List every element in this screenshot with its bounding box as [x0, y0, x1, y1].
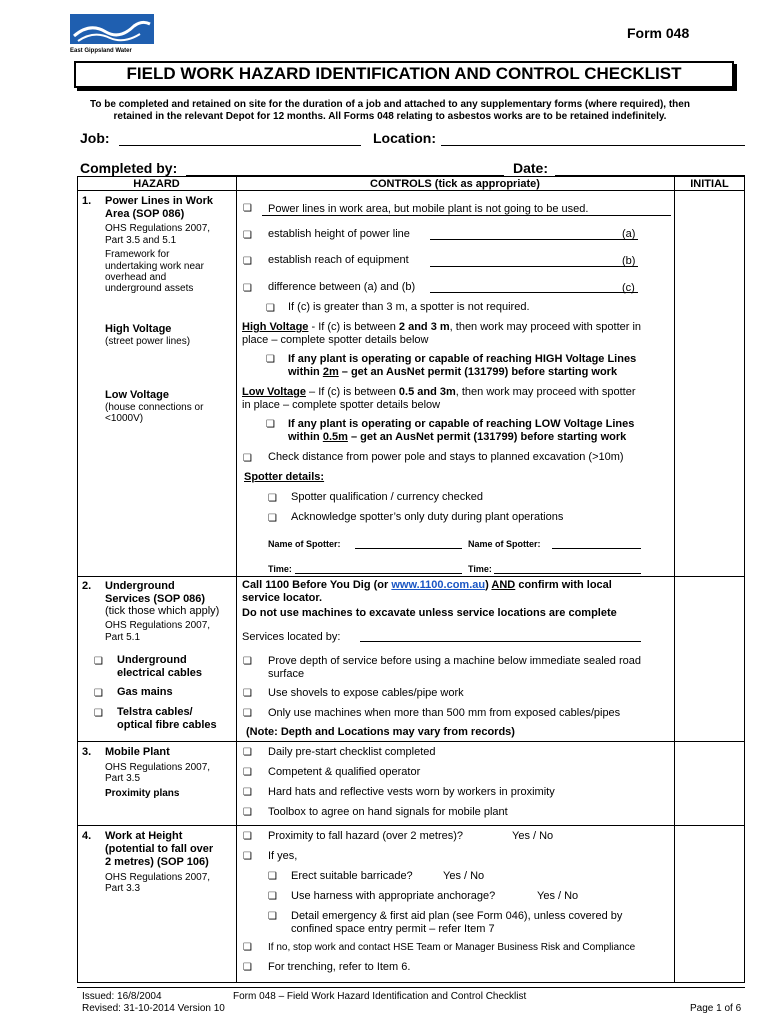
- s2-note: (Note: Depth and Locations may vary from records): [246, 726, 515, 738]
- s2-title-2: Services (SOP 086): [105, 593, 206, 605]
- s1-spotter-2: Acknowledge spotter’s only duty during plant operations: [291, 511, 564, 523]
- s2-hazard-1b: electrical cables: [117, 667, 203, 679]
- s4-control-1-yn[interactable]: Yes / No: [512, 830, 554, 842]
- s1-lv-check-2a: within: [288, 431, 323, 443]
- s3-control-4: Toolbox to agree on hand signals for mobile plant: [268, 806, 508, 818]
- s2-call-a: Call 1100 Before You Dig (or: [242, 579, 392, 591]
- s1-lv-text-b: 0.5 and 3m: [398, 386, 456, 398]
- s1-spotter-name-1-field[interactable]: [355, 548, 462, 549]
- checkbox[interactable]: ❏: [243, 230, 252, 241]
- s1-time-1-label: Time:: [268, 564, 292, 574]
- checkbox[interactable]: ❏: [243, 767, 252, 778]
- s1-hv-text-c: , then work may proceed with spotter in: [449, 321, 642, 333]
- footer-revised: Revised: 31-10-2014 Version 10: [82, 1003, 225, 1014]
- s4-title-1: Work at Height: [105, 830, 183, 842]
- s2-title-1: Underground: [105, 580, 175, 592]
- checkbox[interactable]: ❏: [243, 831, 252, 842]
- checkbox[interactable]: ❏: [243, 283, 252, 294]
- s4-control-5b: confined space entry permit – refer Item 7: [291, 923, 495, 935]
- s1-lv-text-c: , then work may proceed with spotter: [455, 386, 636, 398]
- s2-hazard-3a: Telstra cables/: [117, 706, 193, 718]
- s2-located-by-label: Services located by:: [242, 631, 341, 643]
- s4-control-3: Erect suitable barricade?: [291, 870, 413, 882]
- s3-control-1: Daily pre-start checklist completed: [268, 746, 436, 758]
- s4-title-2: (potential to fall over: [105, 843, 214, 855]
- footer-issued: Issued: 16/8/2004: [82, 991, 162, 1002]
- s3-ref-2: Part 3.5: [105, 773, 141, 784]
- s1-hv-text-b: 2 and 3 m: [398, 321, 450, 333]
- s1-control-pole: Check distance from power pole and stays to planned excavation (>10m): [268, 451, 624, 463]
- checkbox[interactable]: ❏: [243, 453, 252, 464]
- job-label: Job:: [80, 130, 110, 146]
- s1-control-3: establish reach of equipment: [268, 254, 409, 266]
- s1-control-2-tag: (a): [622, 228, 636, 240]
- s1-lv-check-2b: 0.5m: [322, 431, 348, 443]
- s1-time-2-label: Time:: [468, 564, 492, 574]
- s1-control-1: Power lines in work area, but mobile plant is not going to be used.: [268, 203, 589, 215]
- checkbox[interactable]: ❏: [243, 851, 252, 862]
- s2-hazard-1a: Underground: [117, 654, 187, 666]
- s1-hv-check-2b: 2m: [322, 366, 339, 378]
- s1-ref-3: Framework for: [105, 249, 170, 260]
- s1-hv-control: [242, 321, 641, 333]
- s1-spotter-title: Spotter details:: [244, 471, 325, 483]
- s3-ref-1: OHS Regulations 2007,: [105, 762, 211, 773]
- s2-title-3: (tick those which apply): [105, 605, 220, 617]
- s4-control-1: Proximity to fall hazard (over 2 metres)?: [268, 830, 464, 842]
- s2-control-2: Use shovels to expose cables/pipe work: [268, 687, 464, 699]
- s4-title-3: 2 metres) (SOP 106): [105, 856, 209, 868]
- completed-by-field[interactable]: [186, 160, 504, 176]
- s2-control-3: Only use machines when more than 500 mm from exposed cables/pipes: [268, 707, 621, 719]
- s1-hv-check-2c: – get an AusNet permit (131799) before starting work: [338, 366, 618, 378]
- intro-line-2: retained in the relevant Depot for 12 months. All Forms 048 relating to asbestos works are to be retained indefinitely.: [113, 111, 667, 122]
- completed-by-label: Completed by:: [80, 160, 178, 176]
- checkbox[interactable]: ❏: [243, 708, 252, 719]
- s1-control-2: establish height of power line: [268, 228, 410, 240]
- s1-hv-label: High Voltage: [242, 321, 309, 333]
- checkbox[interactable]: ❏: [268, 513, 277, 524]
- checkbox[interactable]: ❏: [94, 708, 103, 719]
- s1-ref-1: OHS Regulations 2007,: [105, 223, 211, 234]
- s4-control-7: For trenching, refer to Item 6.: [268, 961, 411, 973]
- s2-call-d: service locator.: [242, 592, 323, 604]
- form-number: Form 048: [627, 25, 690, 41]
- checkbox[interactable]: ❏: [243, 656, 252, 667]
- date-field[interactable]: [555, 160, 745, 176]
- checkbox[interactable]: ❏: [266, 354, 275, 365]
- s2-ref-2: Part 5.1: [105, 632, 141, 643]
- checkbox[interactable]: ❏: [243, 962, 252, 973]
- s1-lv-title: Low Voltage: [105, 389, 169, 401]
- s1-spotter-name-2-field[interactable]: [552, 548, 641, 549]
- logo: [70, 14, 154, 52]
- s1-title-2: Area (SOP 086): [105, 208, 185, 220]
- location-label: Location:: [373, 130, 436, 146]
- s1-time-1-field[interactable]: [295, 573, 462, 574]
- checkbox[interactable]: ❏: [243, 787, 252, 798]
- checkbox[interactable]: ❏: [268, 871, 277, 882]
- checkbox[interactable]: ❏: [268, 911, 277, 922]
- s1-spotter-name-2-label: Name of Spotter:: [468, 539, 541, 549]
- s2-control-1b: surface: [268, 668, 305, 680]
- s1-hv-check-1: If any plant is operating or capable of reaching HIGH Voltage Lines: [288, 353, 637, 365]
- s2-call: [242, 579, 612, 591]
- footer-page: Page 1 of 6: [690, 1003, 742, 1014]
- date-label: Date:: [513, 160, 549, 176]
- s1-lv-sub-1: (house connections or: [105, 402, 204, 413]
- checkbox[interactable]: ❏: [243, 747, 252, 758]
- s1-time-2-field[interactable]: [494, 573, 641, 574]
- s1-lv-text-a: – If (c) is between: [305, 386, 399, 398]
- s1-ref-6: underground assets: [105, 283, 194, 294]
- s1-lv-text-d: in place – complete spotter details below: [242, 399, 441, 411]
- s1-lv-sub-2: <1000V): [105, 413, 144, 424]
- s4-control-5a: Detail emergency & first aid plan (see Form 046), unless covered by: [291, 910, 623, 922]
- s2-ref-1: OHS Regulations 2007,: [105, 620, 211, 631]
- s1-lv-control: [242, 386, 636, 398]
- s3-control-3: Hard hats and reflective vests worn by workers in proximity: [268, 786, 555, 798]
- s1-hv-text-a: - If (c) is between: [308, 321, 399, 333]
- col-controls: CONTROLS (tick as appropriate): [370, 178, 540, 190]
- checkbox[interactable]: ❏: [243, 688, 252, 699]
- col-hazard: HAZARD: [133, 178, 180, 190]
- checkbox[interactable]: ❏: [268, 493, 277, 504]
- s2-call-c: confirm with local: [515, 579, 612, 591]
- intro-line-1: To be completed and retained on site for the duration of a job and attached to any supplementary forms (where required), then: [90, 99, 690, 110]
- s2-no-machines: Do not use machines to excavate unless service locations are complete: [242, 607, 617, 619]
- s1-title-1: Power Lines in Work: [105, 195, 213, 207]
- s2-control-1a: Prove depth of service before using a machine below immediate sealed road: [268, 655, 641, 667]
- s4-ref-2: Part 3.3: [105, 883, 141, 894]
- s1-hv-text-d: place – complete spotter details below: [242, 334, 429, 346]
- s1-ref-2: Part 3.5 and 5.1: [105, 235, 177, 246]
- checkbox[interactable]: ❏: [94, 688, 103, 699]
- s4-control-4: Use harness with appropriate anchorage?: [291, 890, 496, 902]
- checkbox[interactable]: ❏: [243, 942, 252, 953]
- page-title: FIELD WORK HAZARD IDENTIFICATION AND CONTROL CHECKLIST: [126, 64, 682, 83]
- checkbox[interactable]: ❏: [266, 419, 275, 430]
- checkbox[interactable]: ❏: [243, 203, 252, 214]
- s3-proximity: Proximity plans: [105, 788, 180, 799]
- s4-control-2: If yes,: [268, 850, 298, 862]
- s4-number: 4.: [82, 830, 92, 842]
- s4-control-3-yn[interactable]: Yes / No: [443, 870, 485, 882]
- s4-control-6: If no, stop work and contact HSE Team or Manager Business Risk and Compliance: [268, 942, 636, 953]
- s3-title: Mobile Plant: [105, 746, 170, 758]
- s4-ref-1: OHS Regulations 2007,: [105, 872, 211, 883]
- s2-call-b: ): [485, 579, 492, 591]
- location-field[interactable]: [441, 130, 745, 146]
- checkbox[interactable]: ❏: [94, 656, 103, 667]
- s2-call-link[interactable]: www.1100.com.au: [391, 579, 486, 591]
- s3-number: 3.: [82, 746, 92, 758]
- s1-control-3-tag: (b): [622, 255, 636, 267]
- s1-control-5: If (c) is greater than 3 m, a spotter is not required.: [288, 301, 530, 313]
- job-field[interactable]: [119, 130, 361, 146]
- s1-hv-title: High Voltage: [105, 323, 172, 335]
- s1-lv-check-1: If any plant is operating or capable of reaching LOW Voltage Lines: [288, 418, 635, 430]
- s1-control-4: difference between (a) and (b): [268, 281, 416, 293]
- s4-control-4-yn[interactable]: Yes / No: [537, 890, 579, 902]
- checkbox[interactable]: ❏: [243, 807, 252, 818]
- s2-hazard-3b: optical fibre cables: [117, 719, 217, 731]
- s1-lv-check-2: [288, 431, 626, 443]
- col-initial: INITIAL: [690, 178, 729, 190]
- s1-spotter-1: Spotter qualification / currency checked: [291, 491, 483, 503]
- s2-number: 2.: [82, 580, 92, 592]
- s1-control-4-tag: (c): [622, 282, 635, 294]
- s2-hazard-2: Gas mains: [117, 686, 173, 698]
- s1-hv-check-2: [288, 366, 617, 378]
- s3-control-2: Competent & qualified operator: [268, 766, 421, 778]
- s2-call-and: AND: [491, 579, 516, 591]
- footer-rule: [77, 987, 745, 988]
- s1-number: 1.: [82, 195, 92, 207]
- s1-hv-sub: (street power lines): [105, 336, 191, 347]
- s1-lv-label: Low Voltage: [242, 386, 306, 398]
- footer-form-desc: Form 048 – Field Work Hazard Identification and Control Checklist: [233, 991, 527, 1002]
- logo-text: East Gippsland Water: [70, 48, 132, 54]
- checkbox[interactable]: ❏: [243, 256, 252, 267]
- s1-ref-5: overhead and: [105, 272, 167, 283]
- s1-lv-check-2c: – get an AusNet permit (131799) before starting work: [347, 431, 627, 443]
- logo-wave-icon: [70, 14, 154, 44]
- checkbox[interactable]: ❏: [268, 891, 277, 902]
- checkbox[interactable]: ❏: [266, 303, 275, 314]
- s2-located-by-field[interactable]: [360, 641, 641, 642]
- s1-ref-4: undertaking work near: [105, 261, 204, 272]
- s1-spotter-name-1-label: Name of Spotter:: [268, 539, 341, 549]
- s1-hv-check-2a: within: [288, 366, 323, 378]
